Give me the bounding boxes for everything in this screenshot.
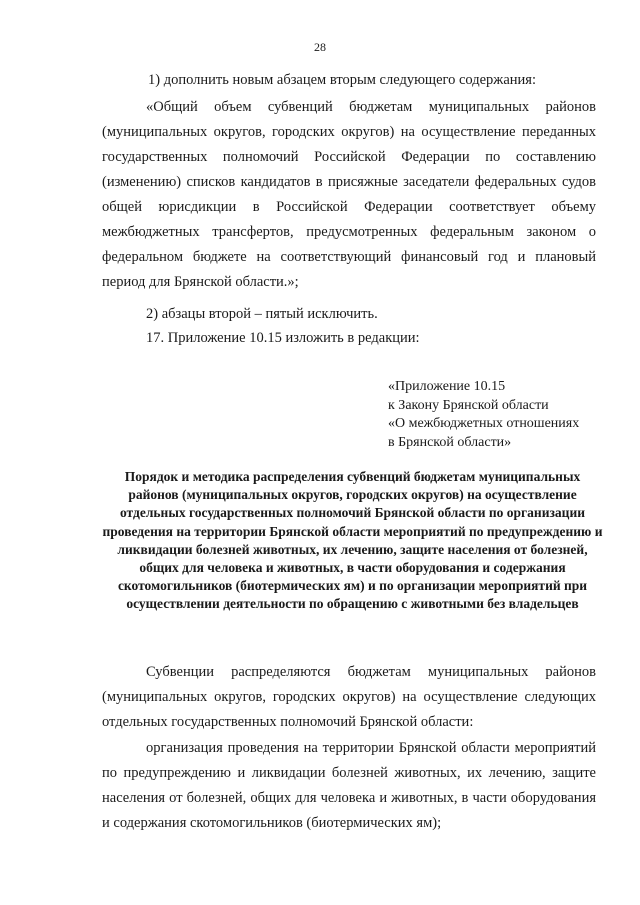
- amendment-quote: «Общий объем субвенций бюджетам муниципальных районов (муниципальных округов, городских округов) на осуществление переданных государственных полномочий Российской Федерации по составлению (изменению) списков кандидатов в присяжные заседатели федеральных судов общей юрисдикции в Российской Федерации соответствует объему межбюджетных трансфертов, предусмотренных федеральным законом о федеральном бюджете на соответствующий финансовый год и плановый период для Брянской области.»;: [102, 99, 596, 290]
- section-title: Порядок и методика распределения субвенций бюджетам муниципальных районов (муниципальных округов, городских округов) на осуществление отдельных государственных полномочий Брянской области по организации проведения на территории Брянской области мероприятий по предупреждению и ликвидации болезней животных, их лечению, защите населения от болезней, общих для человека и животных, в части оборудования и содержания скотомогильников (биотермических ям) и по организации мероприятий при осуществлении деятельности по обращению с животными без владельцев: [102, 469, 603, 612]
- amendment-item-2: 2) абзацы второй – пятый исключить.: [146, 306, 378, 322]
- page-number: 28: [314, 40, 326, 54]
- amendment-item-17: 17. Приложение 10.15 изложить в редакции:: [146, 330, 420, 346]
- appendix-header: [388, 378, 628, 452]
- appendix-line-1: «Приложение 10.15: [388, 379, 506, 394]
- appendix-line-3: «О межбюджетных отношениях: [388, 416, 580, 431]
- body-paragraph-1: Субвенции распределяются бюджетам муниципальных районов (муниципальных округов, городских округов) на осуществление следующих отдельных государственных полномочий Брянской области:: [102, 664, 596, 730]
- appendix-line-2: к Закону Брянской области: [388, 397, 549, 413]
- appendix-line-4: в Брянской области»: [388, 434, 512, 450]
- body-paragraph-2: организация проведения на территории Брянской области мероприятий по предупреждению и ликвидации болезней животных, их лечению, защите населения от болезней, общих для человека и животных, в части оборудования и содержания скотомогильников (биотермических ям);: [102, 740, 596, 831]
- amendment-item-1: 1) дополнить новым абзацем вторым следующего содержания:: [148, 72, 536, 88]
